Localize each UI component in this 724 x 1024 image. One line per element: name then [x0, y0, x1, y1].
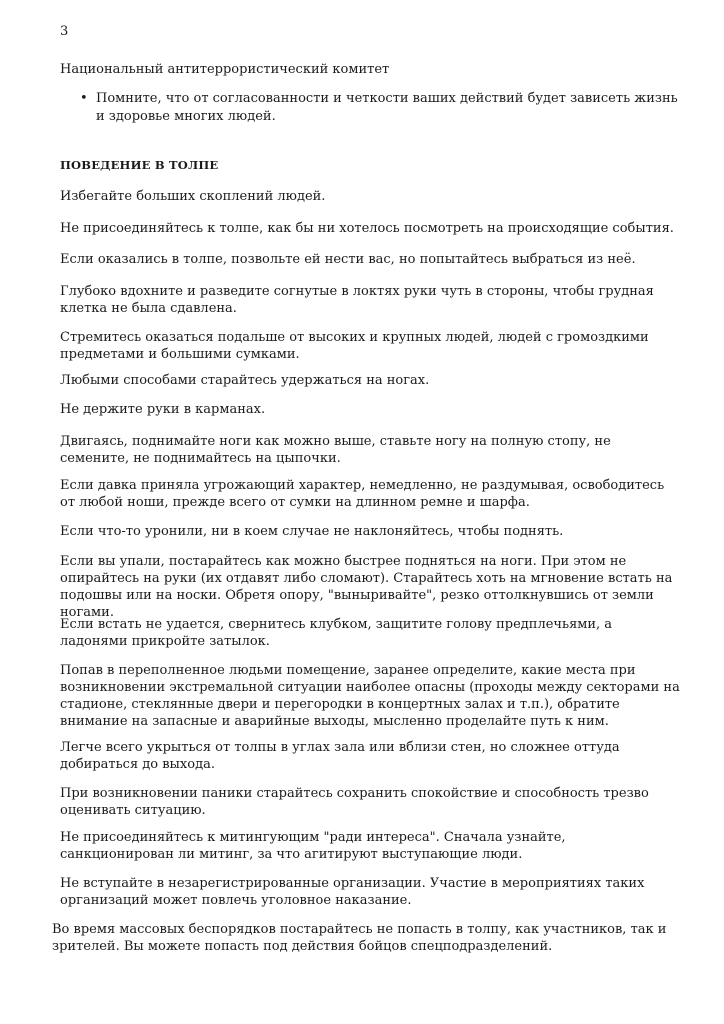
page-number: 3	[60, 24, 69, 39]
paragraph-12: Если встать не удается, свернитесь клубком, защитите голову предплечьями, а ладонями прикройте затылок.	[60, 617, 613, 649]
paragraph-9: Если давка приняла угрожающий характер, немедленно, не раздумывая, освободитесь от любой ноши, прежде всего от сумки на длинном ремне и шарфа.	[60, 478, 665, 510]
bullet-text: Помните, что от согласованности и четкости ваших действий будет зависеть жизнь и здоровье многих людей.	[96, 91, 678, 124]
paragraph-1: Избегайте больших скоплений людей.	[60, 189, 326, 204]
paragraph-13: Попав в переполненное людьми помещение, заранее определите, какие места при возникновении экстремальной ситуации наиболее опасны (проходы между секторами на стадионе, стеклянные двери и перегородки в концертных залах и т.п.), обратите внимание на запасные и аварийные выходы, мысленно проделайте путь к ним.	[60, 663, 680, 729]
paragraph-11: Если вы упали, постарайтесь как можно быстрее подняться на ноги. При этом не опирайтесь на руки (их отдавят либо сломают). Старайтесь хоть на мгновение встать на подошвы или на носки. Обретя опору, "выныривайте", резко оттолкнувшись от земли ногами.	[60, 554, 673, 620]
paragraph-15: При возникновении паники старайтесь сохранить спокойствие и способность трезво оценивать ситуацию.	[60, 786, 649, 818]
paragraph-16: Не присоединяйтесь к митингующим "ради интереса". Сначала узнайте, санкционирован ли митинг, за что агитируют выступающие люди.	[60, 830, 566, 862]
bullet-item	[80, 90, 680, 126]
organization-name: Национальный антитеррористический комитет	[60, 62, 390, 77]
paragraph-6: Любыми способами старайтесь удержаться на ногах.	[60, 373, 430, 388]
paragraph-7: Не держите руки в карманах.	[60, 402, 266, 417]
bullet-icon: •	[80, 91, 88, 106]
paragraph-2: Не присоединяйтесь к толпе, как бы ни хотелось посмотреть на происходящие события.	[60, 221, 674, 236]
paragraph-17: Не вступайте в незарегистрированные организации. Участие в мероприятиях таких организаций может повлечь уголовное наказание.	[60, 876, 645, 908]
paragraph-8: Двигаясь, поднимайте ноги как можно выше, ставьте ногу на полную стопу, не семените, не поднимайтесь на цыпочки.	[60, 434, 611, 466]
paragraph-18: Во время массовых беспорядков постарайтесь не попасть в толпу, как участников, так и зрителей. Вы можете попасть под действия бойцов спецподразделений.	[52, 922, 667, 954]
paragraph-3: Если оказались в толпе, позвольте ей нести вас, но попытайтесь выбраться из неё.	[60, 252, 636, 267]
paragraph-4: Глубоко вдохните и разведите согнутые в локтях руки чуть в стороны, чтобы грудная клетка не была сдавлена.	[60, 284, 654, 316]
section-heading: ПОВЕДЕНИЕ В ТОЛПЕ	[60, 158, 219, 172]
paragraph-14: Легче всего укрыться от толпы в углах зала или вблизи стен, но сложнее оттуда добираться до выхода.	[60, 740, 620, 772]
paragraph-10: Если что-то уронили, ни в коем случае не наклоняйтесь, чтобы поднять.	[60, 524, 564, 539]
paragraph-5: Стремитесь оказаться подальше от высоких и крупных людей, людей с громоздкими предметами и большими сумками.	[60, 330, 649, 362]
